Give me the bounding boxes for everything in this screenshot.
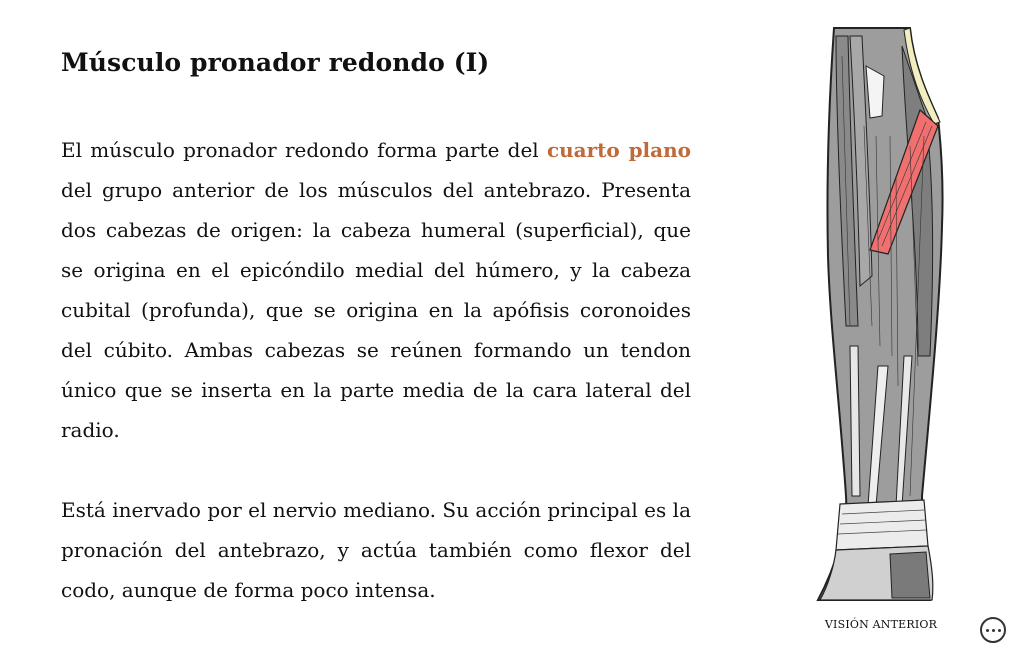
paragraph-1 xyxy=(61,130,691,450)
figure-caption: VISIÓN ANTERIOR xyxy=(824,618,938,631)
more-options-button[interactable] xyxy=(980,617,1006,643)
cuarto-plano-link[interactable]: cuarto plano xyxy=(546,138,691,162)
tendon-lower-2 xyxy=(850,346,860,496)
ellipsis-dot xyxy=(986,629,989,632)
page-title: Músculo pronador redondo (I) xyxy=(61,48,490,77)
wrist-retinaculum xyxy=(836,500,928,550)
article-body xyxy=(61,130,691,610)
forearm-anatomy-illustration xyxy=(806,26,956,602)
paragraph-1-text-start: El músculo pronador redondo forma parte del xyxy=(61,138,547,162)
paragraph-1-text-end: del grupo anterior de los músculos del antebrazo. Presenta dos cabezas de origen: la cabeza humeral (superficial), que se origina en el epicóndilo medial del húmero, y la cabeza cubital (profunda), que se origina en la apófisis coronoides del cúbito. Ambas cabezas se reúnen formando un tendon único que se inserta en la parte media de la cara lateral del radio. xyxy=(61,178,691,442)
paragraph-2: Está inervado por el nervio mediano. Su acción principal es la pronación del antebrazo, y actúa también como flexor del codo, aunque de forma poco intensa. xyxy=(61,498,691,602)
ellipsis-dot xyxy=(992,629,995,632)
palm-muscle xyxy=(890,552,930,598)
ellipsis-dot xyxy=(998,629,1001,632)
